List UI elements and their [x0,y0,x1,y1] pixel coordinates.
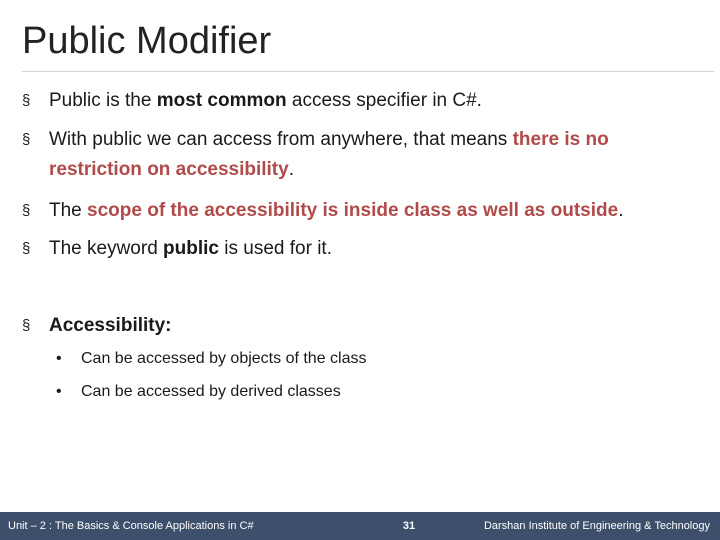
bullet-marker-icon: § [22,202,31,219]
sub-bullet-text: Can be accessed by objects of the class [81,350,367,367]
bullet-item-5 [22,311,702,341]
bullet-segment: The keyword [49,238,164,259]
bullet-marker-icon: § [22,92,31,109]
slide-footer [0,512,720,540]
footer-institute-name: Darshan Institute of Engineering & Technology [483,520,710,532]
bullet-text [49,86,702,116]
bullet-segment-bold: most common [156,90,287,111]
footer-page-number: 31 [402,520,416,532]
bullet-segment-bold: public [163,238,219,259]
bullet-item-4 [22,234,702,264]
bullet-text [49,196,702,226]
bullet-segment-highlight: there is no restriction on accessibility [49,129,609,180]
sub-bullet-marker-icon: • [56,383,62,400]
sub-bullet-text: Can be accessed by derived classes [81,383,341,400]
bullet-marker-icon: § [22,240,31,257]
bullet-segment: is used for it. [219,238,332,259]
bullet-item-3 [22,196,702,226]
bullet-segment: The [49,200,88,221]
sub-bullet-marker-icon: • [56,350,62,367]
slide-title: Public Modifier [22,20,272,62]
bullet-marker-icon: § [22,317,31,334]
bullet-segment: Public is the [49,90,157,111]
bullet-marker-icon: § [22,131,31,148]
bullet-text [49,125,702,185]
bullet-segment: . [618,200,624,221]
sub-bullet-item-1 [56,347,696,371]
title-divider [22,71,714,72]
bullet-text: Accessibility: [49,315,172,336]
bullet-text [49,234,702,264]
bullet-segment-highlight: scope of the accessibility is inside class as well as outside [87,200,619,221]
bullet-segment: access specifier in C#. [286,90,482,111]
bullet-item-1 [22,86,702,116]
bullet-item-2 [22,125,702,185]
bullet-segment: With public we can access from anywhere, that means [49,129,513,150]
footer-unit-title: Unit – 2 : The Basics & Console Applications in C# [8,520,254,532]
sub-bullet-item-2 [56,380,696,404]
bullet-segment: . [288,159,294,180]
